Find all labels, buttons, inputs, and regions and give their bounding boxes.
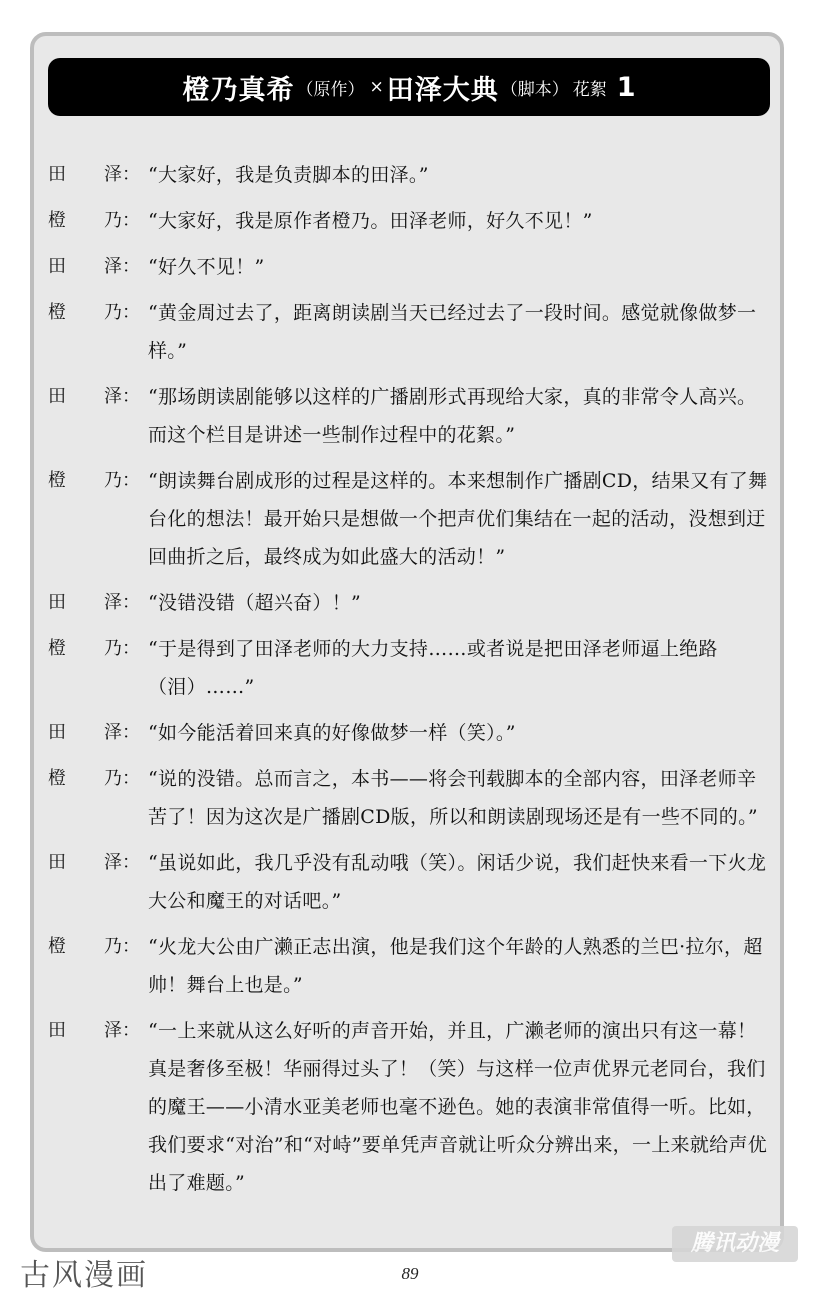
page-number: 89 xyxy=(401,1264,419,1283)
speaker-char-2: 乃 ： xyxy=(104,462,140,500)
dialogue-list xyxy=(48,156,770,1210)
speech-text: “火龙大公由广濑正志出演，他是我们这个年龄的人熟悉的兰巴·拉尔，超帅！舞台上也是。” xyxy=(148,936,763,996)
speaker-char-1: 橙 xyxy=(48,638,66,659)
speaker-char-2: 乃 ： xyxy=(104,760,140,798)
speaker-char-1: 橙 xyxy=(48,768,66,789)
dialogue-line xyxy=(48,844,770,920)
title-suffix: 花絮 xyxy=(572,79,607,100)
speaker xyxy=(48,156,148,194)
title-bar xyxy=(48,58,770,116)
speaker-char-2: 泽 ： xyxy=(104,844,140,882)
speech-text: “如今能活着回来真的好像做梦一样（笑）。” xyxy=(148,722,516,744)
speech-text: “一上来就从这么好听的声音开始，并且，广濑老师的演出只有这一幕！真是奢侈至极！华丽得过头了！（笑）与这样一位声优界元老同台，我们的魔王——小清水亚美老师也毫不逊色。她的表演非常值得一听。比如，我们要求“对治”和“对峙”要单凭声音就让听众分辨出来，一上来就给声优出了难题。” xyxy=(148,1020,768,1194)
title-author-role: （原作） xyxy=(296,79,365,100)
speech-text: “那场朗读剧能够以这样的广播剧形式再现给大家，真的非常令人高兴。而这个栏目是讲述一些制作过程中的花絮。” xyxy=(148,386,757,446)
dialogue-line xyxy=(48,462,770,576)
speaker-char-1: 田 xyxy=(48,1020,66,1041)
speaker-char-2: 乃 ： xyxy=(104,294,140,332)
title-writer-role: （脚本） xyxy=(500,79,569,100)
speaker-char-2: 泽 ： xyxy=(104,1012,140,1050)
speaker xyxy=(48,462,148,500)
speaker xyxy=(48,714,148,752)
dialogue-line xyxy=(48,760,770,836)
speech-text: “没错没错（超兴奋）！” xyxy=(148,592,362,614)
dialogue-line xyxy=(48,294,770,370)
speech-text: “说的没错。总而言之，本书——将会刊载脚本的全部内容，田泽老师辛苦了！因为这次是广播剧CD版，所以和朗读剧现场还是有一些不同的。” xyxy=(148,768,758,828)
dialogue-line xyxy=(48,248,770,286)
speaker-char-1: 橙 xyxy=(48,210,66,231)
speaker xyxy=(48,844,148,882)
title-writer-name: 田泽大典 xyxy=(386,74,499,106)
dialogue-line xyxy=(48,714,770,752)
speaker-char-2: 泽 ： xyxy=(104,378,140,416)
speaker-char-2: 泽 ： xyxy=(104,248,140,286)
speaker xyxy=(48,378,148,416)
speech-text: “大家好，我是原作者橙乃。田泽老师，好久不见！” xyxy=(148,210,593,232)
dialogue-line xyxy=(48,156,770,194)
speaker-char-2: 泽 ： xyxy=(104,584,140,622)
speaker-char-1: 田 xyxy=(48,592,66,613)
title-cross: × xyxy=(369,77,384,97)
dialogue-line xyxy=(48,202,770,240)
dialogue-line xyxy=(48,928,770,1004)
speech-text: “好久不见！” xyxy=(148,256,265,278)
dialogue-line xyxy=(48,1012,770,1202)
speaker xyxy=(48,1012,148,1050)
speaker-char-1: 田 xyxy=(48,164,66,185)
title-number: 1 xyxy=(616,71,636,103)
speaker xyxy=(48,630,148,668)
speech-text: “虽说如此，我几乎没有乱动哦（笑）。闲话少说，我们赶快来看一下火龙大公和魔王的对话吧。” xyxy=(148,852,767,912)
speaker xyxy=(48,294,148,332)
speaker-char-1: 田 xyxy=(48,386,66,407)
speaker xyxy=(48,248,148,286)
speaker-char-2: 乃 ： xyxy=(104,928,140,966)
speaker xyxy=(48,928,148,966)
dialogue-line xyxy=(48,378,770,454)
watermark-left-logo: 古风漫画 xyxy=(20,1258,148,1293)
speech-text: “大家好，我是负责脚本的田泽。” xyxy=(148,164,429,186)
watermark-right-logo: 腾讯动漫 xyxy=(672,1226,798,1262)
speech-text: “朗读舞台剧成形的过程是这样的。本来想制作广播剧CD，结果又有了舞台化的想法！最开始只是想做一个把声优们集结在一起的活动，没想到迂回曲折之后，最终成为如此盛大的活动！” xyxy=(148,470,768,568)
speech-text: “于是得到了田泽老师的大力支持……或者说是把田泽老师逼上绝路（泪）……” xyxy=(148,638,718,698)
speaker-char-1: 田 xyxy=(48,256,66,277)
speaker xyxy=(48,202,148,240)
title-author-name: 橙乃真希 xyxy=(182,74,295,106)
speaker-char-1: 橙 xyxy=(48,470,66,491)
speaker-char-2: 泽 ： xyxy=(104,156,140,194)
speaker-char-2: 乃 ： xyxy=(104,202,140,240)
speaker-char-1: 橙 xyxy=(48,302,66,323)
dialogue-line xyxy=(48,630,770,706)
speaker xyxy=(48,760,148,798)
speech-text: “黄金周过去了，距离朗读剧当天已经过去了一段时间。感觉就像做梦一样。” xyxy=(148,302,757,362)
speaker xyxy=(48,584,148,622)
speaker-char-2: 泽 ： xyxy=(104,714,140,752)
speaker-char-1: 田 xyxy=(48,852,66,873)
dialogue-line xyxy=(48,584,770,622)
speaker-char-2: 乃 ： xyxy=(104,630,140,668)
speaker-char-1: 橙 xyxy=(48,936,66,957)
speaker-char-1: 田 xyxy=(48,722,66,743)
